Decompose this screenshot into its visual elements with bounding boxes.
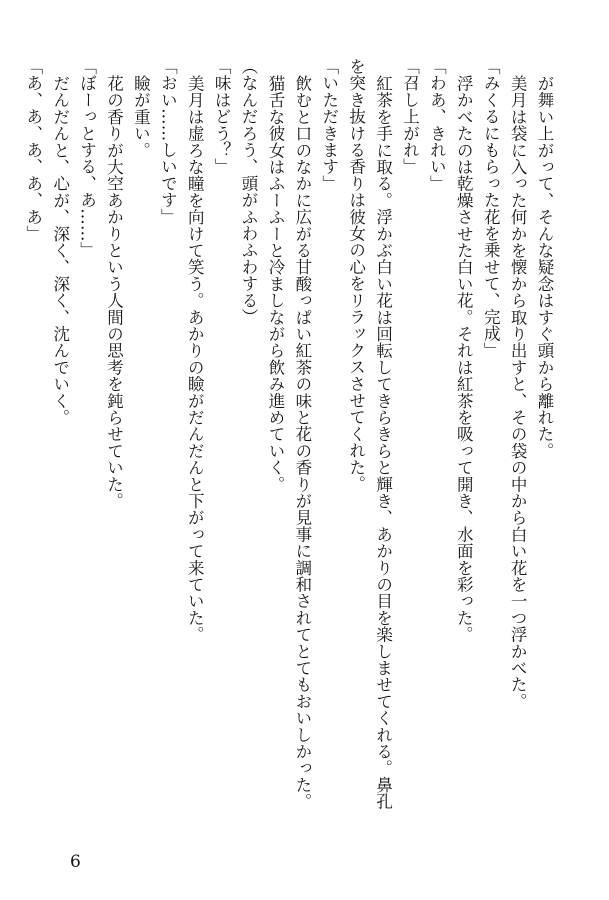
text-line: 「味はどう？」	[212, 58, 232, 175]
text-line: 「みくるにもらった花を乗せて、完成」	[481, 58, 501, 359]
text-line: 美月は袋に入った何かを懐から取り出すと、その袋の中から白い花を一つ浮かべた。	[508, 74, 528, 710]
text-line: 瞼が重い。	[131, 74, 151, 158]
text-line: 猫舌な彼女はふーふーと冷ましながら飲み進めていく。	[265, 74, 285, 492]
text-line: を突き抜ける香りは彼女の心をリラックスさせてくれた。	[346, 58, 366, 493]
text-line: だんだんと、心が、深く、深く、沈んでいく。	[50, 74, 70, 426]
text-line: 「わあ、きれい」	[427, 58, 447, 192]
page-number: 6	[70, 852, 81, 872]
vertical-text-body	[19, 58, 557, 864]
text-line: （なんだろう、頭がふわふわする）	[239, 58, 259, 326]
text-line: 「あ、あ、あ、あ、あ」	[23, 58, 43, 242]
text-line: 花の香りが大空あかりという人間の思考を鈍らせていた。	[104, 74, 124, 509]
text-line: 紅茶を手に取る。浮かぶ白い花は回転してきらきらと輝き、あかりの目を楽しませてくれる。鼻孔	[373, 74, 393, 810]
text-line: 「おい……しいです」	[158, 58, 178, 225]
text-line: 美月は虚ろな瞳を向けて笑う。あかりの瞼がだんだんと下がって来ていた。	[185, 74, 205, 643]
text-line: が舞い上がって、そんな疑念はすぐ頭から離れた。	[535, 74, 554, 459]
text-line: 「召し上がれ」	[400, 58, 420, 175]
text-line: 飲むと口のなかに広がる甘酸っぱい紅茶の味と花の香りが見事に調和されてとてもおいしかった。	[292, 74, 312, 810]
text-line: 浮かべたのは乾燥させた白い花。それは紅茶を吸って開き、水面を彩った。	[454, 74, 474, 643]
text-line: 「いただきます」	[319, 58, 339, 192]
text-line: 「ぼーっとする、あ……」	[77, 58, 97, 259]
